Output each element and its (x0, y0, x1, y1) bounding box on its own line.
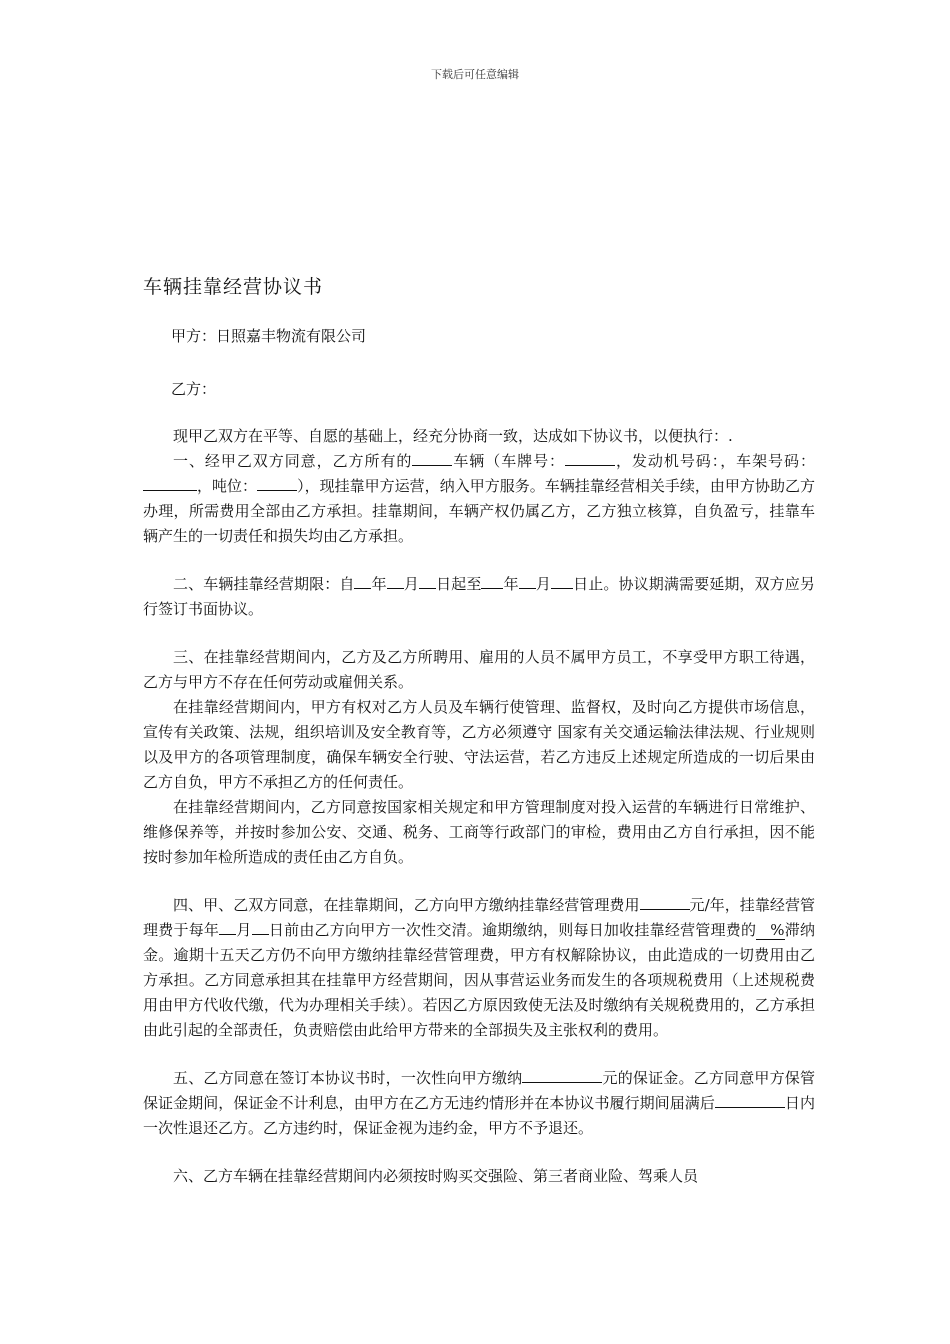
clause-3-part-1: 三、在挂靠经营期间内，乙方及乙方所聘用、雇用的人员不属甲方员工，不享受甲方职工待遇，乙方与甲方不存在任何劳动或雇佣关系。 (143, 648, 815, 691)
clause-6: 六、乙方车辆在挂靠经营期间内必须按时购买交强险、第三者商业险、驾乘人员 (173, 1167, 699, 1185)
header-note: 下载后可任意编辑 (431, 68, 519, 81)
clause-1: 一、经甲乙双方同意，乙方所有的 车辆（车牌号： ，发动机号码：，车架号码：，吨位： ），现挂靠甲方运营，纳入甲方服务。车辆挂靠经营相关手续，由甲方协助乙方办理，所需费用全部由乙方承担。挂靠期间，车辆产权仍属乙方，乙方独立核算，自负盈亏，挂靠车辆产生的一切责任和损失均由乙方承担。 (143, 449, 815, 549)
plate-number-blank (565, 449, 615, 466)
party-a: 甲方：日照嘉丰物流有限公司 (171, 327, 367, 345)
refund-days-blank (715, 1091, 785, 1108)
frame-number-blank (143, 474, 197, 491)
document-title: 车辆挂靠经营协议书 (143, 276, 324, 298)
late-fee-percent: % (756, 921, 784, 940)
clause-3-part-2: 在挂靠经营期间内，甲方有权对乙方人员及车辆行使管理、监督权，及时向乙方提供市场信息，宣传有关政策、法规，组织培训及安全教育等，乙方必须遵守 国家有关交通运输法律法规、行业规则以及甲方的各项管理制度，确保车辆安全行驶、守法运营，若乙方违反上述规定所造成的一切后果由乙方自负，甲方不承担乙方的任何责任。 (143, 698, 815, 791)
clause-4: 四、甲、乙双方同意，在挂靠期间，乙方向甲方缴纳挂靠经营管理费用 元/年，挂靠经营管理费于每年 月 日前由乙方向甲方一次性交清。逾期缴纳，则每日加收挂靠经营管理费的 %滞纳金。逾期十五天乙方仍不向甲方缴纳挂靠经营管理费，甲方有权解除协议，由此造成的一切费用由乙方承担。乙方同意承担其在挂靠甲方经营期间，因从事营运业务而发生的各项规税费用（上述规税费用由甲方代收代缴，代为办理相关手续）。若因乙方原因致使无法及时缴纳有关规税费用的，乙方承担由此引起的全部责任，负责赔偿由此给甲方带来的全部损失及主张权利的费用。 (143, 893, 815, 1043)
deposit-amount-blank (522, 1066, 602, 1083)
agreement-body (143, 424, 815, 1189)
intro-paragraph: 现甲乙双方在平等、自愿的基础上，经充分协商一致，达成如下协议书，以便执行：. (173, 427, 733, 445)
clause-5: 五、乙方同意在签订本协议书时，一次性向甲方缴纳 元的保证金。乙方同意甲方保管保证金期间，保证金不计利息，由甲方在乙方无违约情形并在本协议书履行期间届满后 日内一次性退还乙方。乙方违约时，保证金视为违约金，甲方不予退还。 (143, 1066, 815, 1141)
clause-3-part-3: 在挂靠经营期间内，乙方同意按国家相关规定和甲方管理制度对投入运营的车辆进行日常维护、维修保养等，并按时参加公安、交通、税务、工商等行政部门的审检，费用由乙方自行承担，因不能按时参加年检所造成的责任由乙方自负。 (143, 798, 815, 866)
clause-2: 二、车辆挂靠经营期限：自 年 月 日起至 年 月 日止。协议期满需要延期，双方应另行签订书面协议。 (143, 572, 815, 622)
vehicle-owner-blank (412, 449, 452, 466)
party-b: 乙方： (171, 380, 217, 398)
management-fee-blank (640, 893, 690, 910)
tonnage-blank (257, 474, 297, 491)
